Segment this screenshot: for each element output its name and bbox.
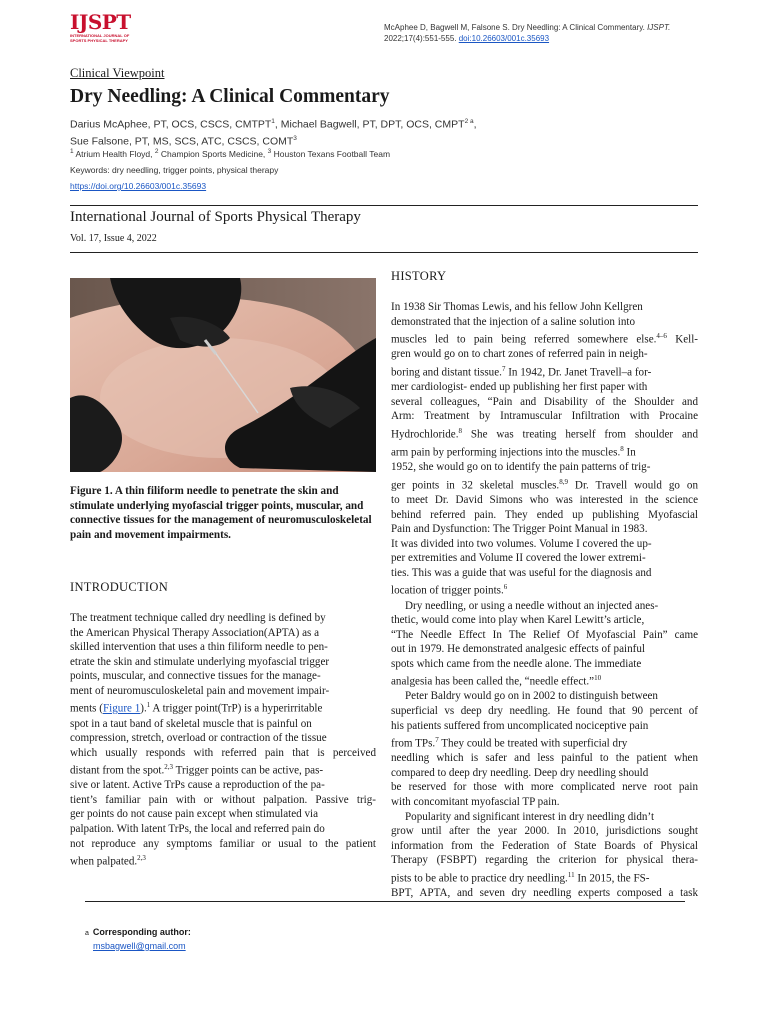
text-line: out in 1979. He demonstrated analgesic effects of painful [391,643,645,656]
text-span: ger points in 32 skeletal muscles. [391,479,560,492]
text-span: In 1942, Dr. Janet Travell–a for- [505,366,652,379]
text-span: They could be treated with superficial dry [438,737,628,750]
citation-ref: 4–6 [656,332,667,341]
text-line: superficial vs deep dry needling. He found that 90 percent of [391,705,698,718]
text-line [391,475,698,493]
text-line: with concomitant myofascial TP pain. [391,796,560,808]
logo-subtitle: INTERNATIONAL JOURNAL OF SPORTS PHYSICAL THERAPY [70,33,130,43]
text-line [70,851,376,869]
volume-issue: Vol. 17, Issue 4, 2022 [70,233,157,244]
text-span: when palpated. [70,855,138,868]
text-line: Arm: Treatment by Intramuscular Infiltration with Procaine [391,410,698,423]
author-2-affil: 2 a [464,118,474,125]
corresponding-author-email[interactable]: msbagwell@gmail.com [93,941,186,951]
text-line [391,329,698,347]
divider-bottom [70,252,698,253]
text-span: Kell- [666,333,698,346]
text-span: A trigger point(TrP) is a hyperirritable [150,702,323,715]
text-line: grow until after the year 2000. In 2010, jurisdictions sought [391,825,698,838]
author-1: Darius McAphee, PT, OCS, CSCS, CMTPT [70,118,272,131]
author-2: , Michael Bagwell, PT, DPT, OCS, CMPT [274,118,465,131]
citation-ref: 2,3 [137,854,146,863]
dry-needling-illustration [70,278,376,472]
text-line: ment of neuromusculoskeletal pain and movement impair- [70,684,330,697]
text-span: ments ( [70,702,103,715]
article-section: Clinical Viewpoint [70,66,165,80]
text-line: gren would go on to chart zones of referred pain in neigh- [391,348,648,361]
text-span: Hydrochloride. [391,428,459,441]
text-span: Dr. Travell would go on [567,479,698,492]
text-line: Popularity and significant interest in dry needling didn’t [405,810,655,823]
text-line: information from the Federation of State Boards of Physical [391,839,698,852]
text-line: needling which is safer and less painful to the patient when [391,752,698,765]
affiliations [70,148,390,159]
text-line: palpation. With latent TrPs, the local and referred pain do [70,823,325,836]
text-line [391,868,698,886]
affil-2: Champion Sports Medicine, [158,148,268,159]
citation-ref: 8 [458,426,462,435]
text-line: behind referred pain. They ended up publishing Myofascial [391,508,698,521]
text-span: pists to be able to practice dry needling. [391,872,568,885]
text-span: arm pain by performing injections into the muscles. [391,446,621,459]
author-list [70,115,550,148]
text-span: location of trigger points. [391,584,504,597]
text-line [391,442,698,460]
text-line: demonstrated that the injection of a saline solution into [391,315,636,328]
text-line: his patients suffered from uncomplicated nociceptive pain [391,719,649,732]
history-body [391,300,698,901]
text-line: thetic, would come into play when Karel Lewitt’s article, [391,614,645,627]
introduction-body [70,611,376,869]
corresponding-author-note [85,926,191,952]
text-span: from TPs. [391,737,436,750]
heading-history: HISTORY [391,269,447,283]
text-line: compression, stretch, overload or contraction of the tissue [70,732,327,745]
footnote-divider [85,901,685,902]
affil-2-num: 2 [154,148,159,155]
text-line: per extremities and Volume II covered the lower extremi- [391,552,646,565]
text-span: Trigger points can be active, pas- [173,764,324,777]
text-line: Therapy (FSBPT) regarding the criterion for physical thera- [391,854,698,867]
text-line: compared to deep dry needling. Deep dry needling should [391,766,649,779]
doi-link[interactable]: https://doi.org/10.26603/001c.35693 [70,181,207,191]
logo-wordmark: IJSPT [70,10,131,34]
footnote-mark: a [85,930,89,937]
text-line: be reserved for those with more complicated nerve root pain [391,781,698,794]
affil-3: Houston Texans Football Team [271,148,391,159]
citation [384,22,684,44]
figure-1-photo [70,278,376,472]
text-line: which usually responds with referred pain that is perceived [70,746,376,759]
author-1-affil: 1 [271,118,275,125]
text-line: etrate the skin and stimulate underlying myofascial trigger [70,655,330,668]
text-span: muscles led to pain being referred somewhere else. [391,333,657,346]
text-line: Peter Baldry would go on in 2002 to distinguish between [405,690,658,703]
text-span: boring and distant tissue. [391,366,502,379]
text-span: In [623,446,636,459]
text-line: several colleagues, “Pain and Disability of the Shoulder and [391,395,698,408]
citation-ref: 8 [620,444,624,453]
text-line: the American Physical Therapy Association(APTA) as a [70,626,320,639]
text-line: “The Needle Effect In The Relief Of Myofascial Pain” came [391,628,698,641]
citation-ref: 10 [594,674,602,683]
affil-3-num: 3 [267,148,272,155]
citation-year: 2022;17(4):551-555. [384,34,457,43]
author-3-affil: 3 [293,134,297,142]
text-line [391,424,698,442]
text-span: analgesia has been called the, “needle effect.” [391,675,595,688]
citation-ref: 1 [146,701,151,710]
text-line: Dry needling, or using a needle without an injected anes- [405,599,659,612]
citation-ref: 7 [435,736,439,745]
text-line [70,698,376,716]
corresponding-author-label: Corresponding author: [92,927,191,937]
journal-name: International Journal of Sports Physical Therapy [70,209,361,225]
text-line: sive or latent. Active TrPs cause a reproduction of the pa- [70,779,325,792]
citation-ref: 6 [503,583,508,592]
citation-ref: 2,3 [164,763,174,772]
text-line [391,362,698,380]
text-line: ties. This was a guide that was useful for the diagnosis and [391,566,652,579]
text-span: ). [140,702,147,715]
text-line [70,760,376,778]
keywords: Keywords: dry needling, trigger points, physical therapy [70,165,279,175]
text-line: mer cardiologist- ended up publishing her first paper with [391,381,648,394]
text-line: spot in a taut band of skeletal muscle that is painful on [70,717,312,730]
citation-ref: 11 [567,870,575,879]
divider-top [70,205,698,206]
author-3: Sue Falsone, PT, MS, SCS, ATC, CSCS, COMT [70,135,294,147]
figure-1-link[interactable]: Figure 1 [102,702,141,715]
citation-text: McAphee D, Bagwell M, Falsone S. Dry Needling: A Clinical Commentary. [384,23,645,32]
text-line: The treatment technique called dry needling is defined by [70,612,326,624]
text-line: 1952, she would go on to identify the pain patterns of trig- [391,461,651,474]
journal-logo [70,12,134,48]
text-line [391,733,698,751]
text-line: to meet Dr. David Simons who was interested in the science [391,494,698,506]
text-line: BPT, APTA, and seven dry needling experts composed a task [391,886,698,899]
author-separator: , [473,118,477,131]
text-span: In 2015, the FS- [574,872,650,885]
text-span: distant from the spot. [70,764,165,777]
text-line [391,671,698,689]
affil-1-num: 1 [70,148,74,155]
heading-introduction: INTRODUCTION [70,580,169,594]
citation-ref: 8,9 [559,477,568,486]
text-line: tient’s familiar pain with or without palpation. Passive trig- [70,793,376,806]
citation-doi-link[interactable]: doi:10.26603/001c.35693 [458,34,550,43]
text-line: In 1938 Sir Thomas Lewis, and his fellow John Kellgren [391,301,643,313]
text-line: not reproduce any symptoms familiar or usual to the patient [70,837,376,850]
figure-1-caption: Figure 1. A thin filiform needle to penetrate the skin and stimulate underlying myofascial trigger points, muscular, and connective tissues for the management of neuromusculoskeletal pain and movement impairments. [70,485,372,541]
text-span: She was treating herself from shoulder and [461,428,698,441]
text-line: ger points do not cause pain except when stimulated via [70,808,319,821]
article-title: Dry Needling: A Clinical Commentary [70,86,390,107]
affil-1: Atrium Health Floyd, [73,148,155,159]
text-line [391,580,698,598]
text-line: points, muscular, and connective tissues for the manage- [70,670,321,683]
text-line: spots which came from the needle alone. The immediate [391,657,642,670]
text-line: skilled intervention that uses a thin filiform needle to pen- [70,641,328,654]
text-line: Pain and Dysfunction: The Trigger Point Manual in 1983. [391,523,648,536]
text-line: It was divided into two volumes. Volume I covered the up- [391,537,652,550]
citation-journal: IJSPT. [647,23,671,32]
citation-ref: 7 [501,364,506,373]
